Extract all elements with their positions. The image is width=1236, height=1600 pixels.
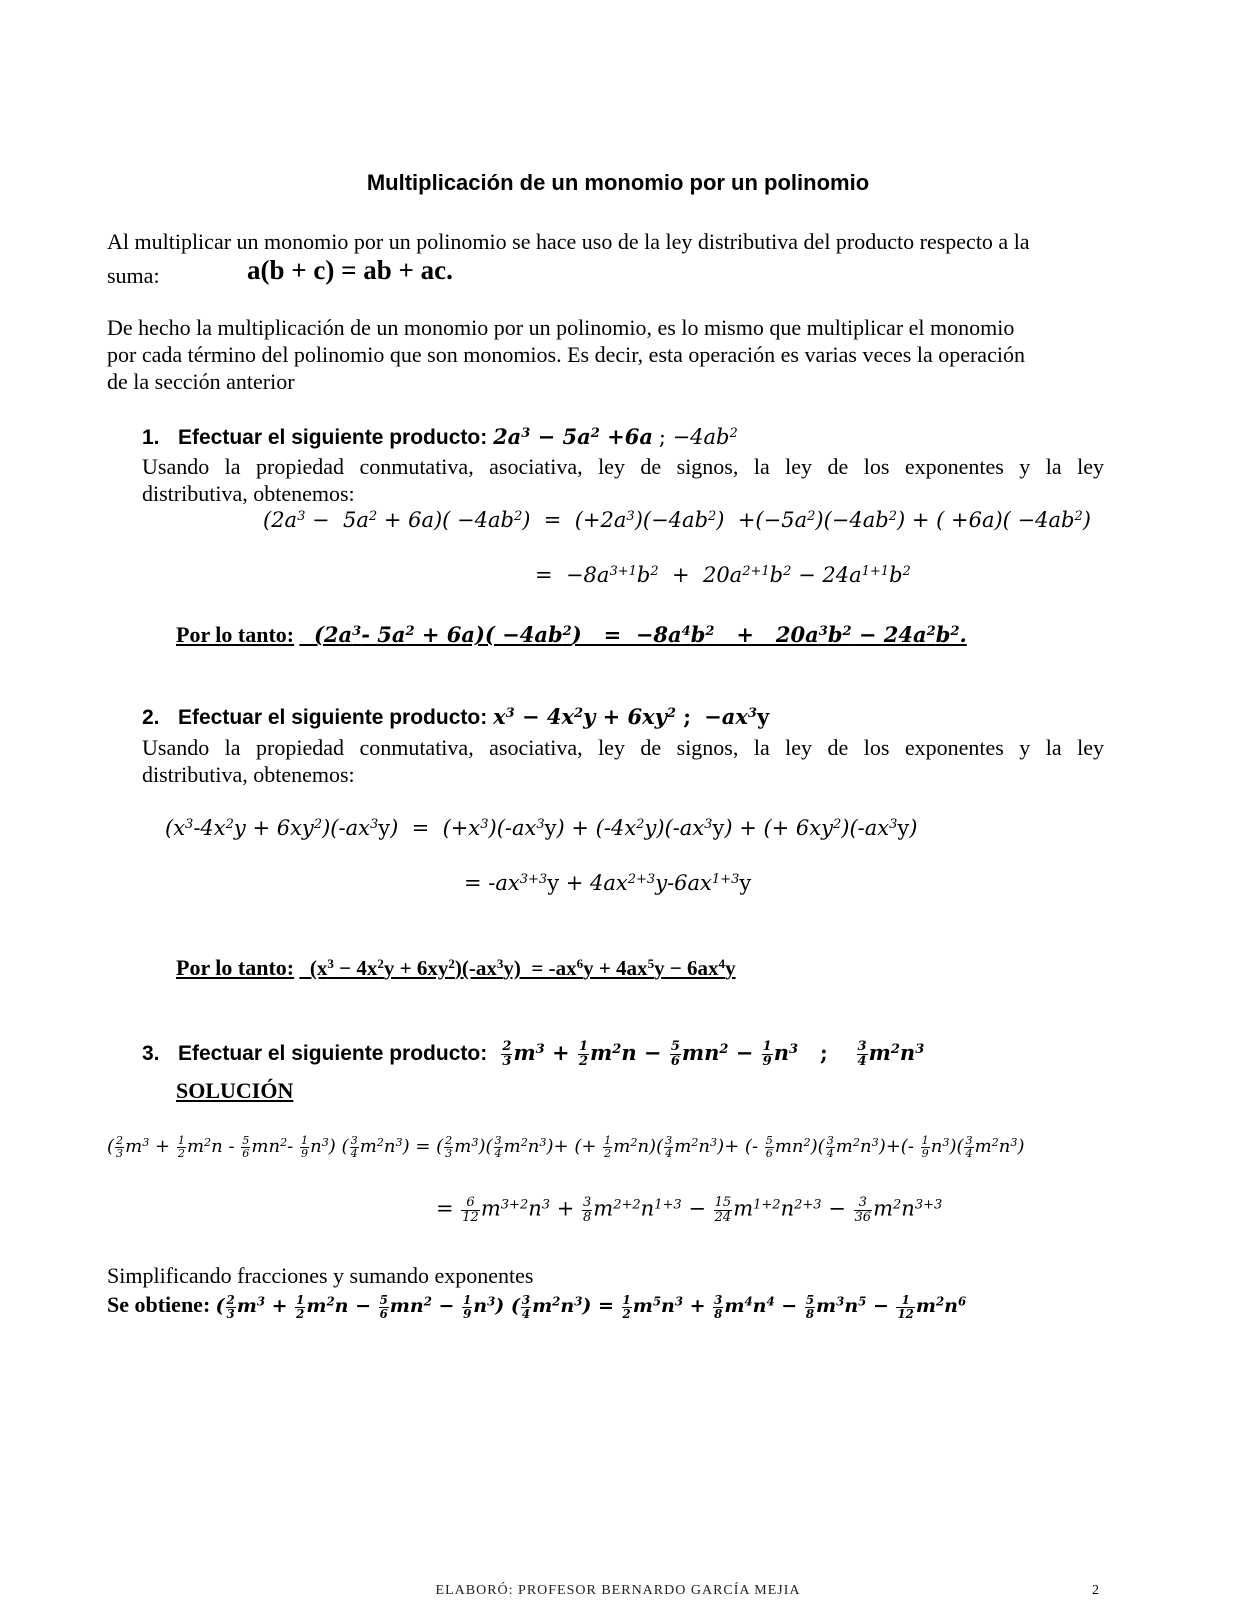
exercise-2-polynomial: $x^3 - 4x^2y + 6xy^2$ ;: [493, 704, 691, 729]
page-title: Multiplicación de un monomio por un polinomio: [366, 170, 870, 195]
exercise-1-result: [176, 622, 967, 648]
paragraph-2-line-1: De hecho la multiplicación de un monomio por un polinomio, es lo mismo que multiplicar el monomio: [107, 315, 1015, 340]
solution-heading: SOLUCIÓN: [176, 1078, 294, 1103]
exercise-2-number: 2.: [142, 706, 160, 729]
exercise-3-label: Efectuar el siguiente producto:: [178, 1042, 488, 1065]
exercise-3-heading: [142, 1040, 924, 1069]
intro-line-1: Al multiplicar un monomio por un polinomio se hace uso de la ley distributiva del producto respecto a la: [107, 229, 1030, 254]
exercise-3-partial-result: = $\frac{6}{12}$ $m^{3+2}n^3$ + $\frac{3}{8}$ $m^{2+2}n^{1+3}$ − $\frac{15}{24}$ $m^{1+2}n^{2+3}$ − $\frac{3}{36}$ $m^2n^{3+3}$: [436, 1195, 943, 1225]
exercise-1-usage-line-1: Usando la propiedad conmutativa, asociativa, ley de signos, la ley de los exponentes y la ley: [142, 454, 1104, 479]
exercise-2-expansion: $(x^3-4x^2y + 6xy^2)(-ax^3y) = (+x^3)(-ax^3y) + (-4x^2y)(-ax^3y)$ + (+ $6xy^2)(-ax^3y)$: [165, 816, 918, 840]
exercise-1-heading: [142, 424, 738, 450]
exercise-3-polynomial: $\frac{2}{3}$ $m^3$ + $\frac{1}{2}$ $m^2n$ − $\frac{5}{6}$ $mn^2$ − $\frac{1}{9}$ $n^3$ ;: [502, 1039, 828, 1069]
exercise-3-number: 3.: [142, 1042, 160, 1065]
exercise-2-result-expression: $(x^3 - 4x^2y + 6xy^2)(-ax^3y) = -ax^6y + 4ax^5y - 6ax^4y$: [299, 955, 736, 980]
exercise-3-result-expression: ( $\frac{2}{3}$ $m^3$ + $\frac{1}{2}$ $m^2n$ − $\frac{5}{6}$ $mn^2$ − $\frac{1}{9}$ $n^3$) ( $\frac{3}{4}$ $m^2n^3$) = $\frac{1}{2}$ $m^5n^3$ + $\frac{3}{8}$ $m^4n^4$ − $\frac{5}{8}$ $m^3n^5$ − $\frac{1}{12}$ $m^2n^6$: [215, 1293, 967, 1321]
exercise-2-label: Efectuar el siguiente producto:: [178, 706, 488, 729]
exercise-2-result-label: Por lo tanto:: [176, 955, 295, 980]
paragraph-2-line-3: de la sección anterior: [107, 369, 295, 394]
intro-line-2: suma:: [107, 263, 160, 288]
exercise-2-result: [176, 955, 736, 981]
exercise-2-monomial: $-ax^3y$: [696, 704, 770, 729]
exercise-1-partial-result: = $-8a^{3+1}b^2 + 20a^{2+1}b^2 - 24a^{1+1}b^2$: [535, 563, 911, 587]
exercise-2-usage-line-2: distributiva, obtenemos:: [142, 762, 355, 787]
exercise-2-partial-result: = $-ax^{3+3}y + 4ax^{2+3}y-6ax^{1+3}y$: [464, 871, 752, 895]
exercise-1-usage-line-2: distributiva, obtenemos:: [142, 481, 355, 506]
exercise-1-expansion: $(2a^3 - 5a^2 + 6a)( -4ab^2) = (+2a^3)(-4ab^2) +(-5a^2)(-4ab^2)$ + ( $+6a)( -4ab^2)$: [263, 508, 1091, 532]
exercise-3-monomial: $\frac{3}{4}$ $m^2n^3$: [857, 1039, 925, 1069]
paragraph-2-line-2: por cada término del polinomio que son monomios. Es decir, esta operación es varias veces la operación: [107, 342, 1025, 367]
obtain-label: Se obtiene:: [107, 1292, 211, 1317]
footer-author: ELABORÓ: PROFESOR BERNARDO GARCÍA MEJIA: [435, 1583, 801, 1598]
distributive-law: a(b + c) = ab + ac.: [247, 255, 453, 285]
exercise-2-heading: [142, 704, 769, 730]
exercise-1-result-label: Por lo tanto:: [176, 622, 295, 647]
exercise-1-polynomial: $2a^3 - 5a^2 +6a$: [493, 424, 653, 449]
exercise-1-result-expression: ($2a^3-$ $5a^2 + 6a)( -4ab^2) = -8a^4b^2 + 20a^3b^2 - 24a^2b^2$.: [299, 622, 967, 647]
exercise-1-number: 1.: [142, 426, 160, 449]
exercise-1-label: Efectuar el siguiente producto:: [178, 426, 488, 449]
exercise-2-usage-line-1: Usando la propiedad conmutativa, asociativa, ley de signos, la ley de los exponentes y la ley: [142, 735, 1104, 760]
simplify-text: Simplificando fracciones y sumando exponentes: [107, 1263, 534, 1288]
exercise-3-result: [107, 1292, 966, 1320]
exercise-1-monomial: ; $-4ab^2$: [658, 425, 738, 449]
page-number: 2: [1092, 1583, 1099, 1598]
exercise-3-expansion: ( $\frac{2}{3}$ $m^3$ + $\frac{1}{2}$ $m^2n$ - $\frac{5}{6}$ $mn^2-$ $\frac{1}{9}$ $n^3$) ( $\frac{3}{4}$ $m^2n^3$) = ( $\frac{2}{3}$ $m^3$)( $\frac{3}{4}$ $m^2n^3)+$ (+ $\frac{1}{2}$ $m^2n$)( $\frac{3}{4}$ $m^2n^3)+$ (- $\frac{5}{6}$ $mn^2$)( $\frac{3}{4}$ $m^2n^3)+(-$ $\frac{1}{9}$ $n^3$)( $\frac{3}{4}$ $m^2n^3$): [107, 1134, 1025, 1160]
